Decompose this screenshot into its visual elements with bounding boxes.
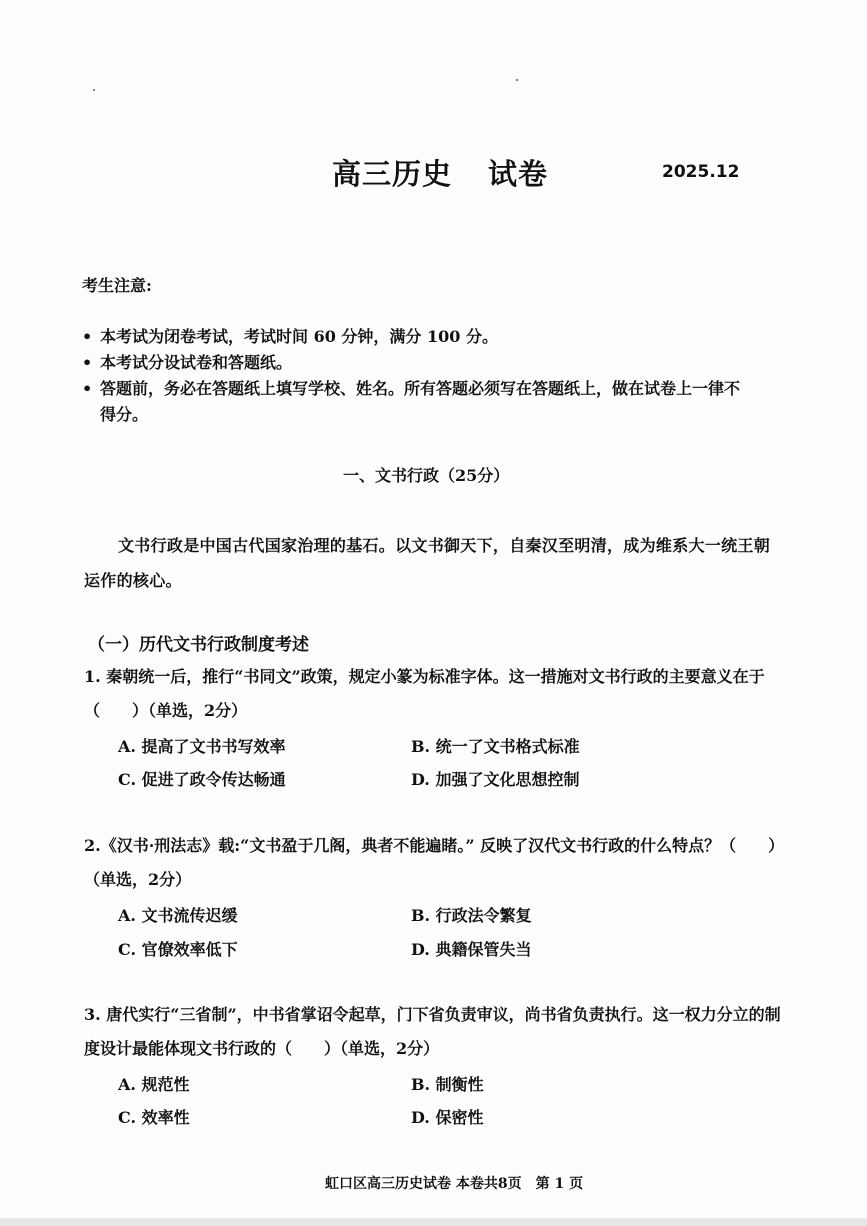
question-stem: 2.《汉书·刑法志》载:“文书盈于几阁，典者不能遍睹。” 反映了汉代文书行政的什么特点？（ ）（单选，2分） [84,836,785,889]
notice-item: • 本考试分设试卷和答题纸。 [82,353,293,372]
section-title: 一、文书行政（25分） [343,466,510,485]
option-b: B. 统一了文书格式标准 [411,737,580,756]
option-b: B. 制衡性 [411,1075,484,1094]
notice-list [82,324,782,428]
subsection-title: （一）历代文书行政制度考述 [88,635,309,655]
notice-item: • 本考试为闭卷考试，考试时间 60 分钟，满分 100 分。 [82,327,498,346]
option-b: B. 行政法令繁复 [411,906,532,925]
notice-item: • 答题前，务必在答题纸上填写学校、姓名。所有答题必须写在答题纸上，做在试卷上一律不得分。 [82,379,741,424]
question-stem: 1. 秦朝统一后，推行“书同文”政策，规定小篆为标准字体。这一措施对文书行政的主要意义在于（ ）（单选，2分） [84,667,765,720]
title-paper: 试卷 [488,157,549,191]
option-d: D. 典籍保管失当 [411,940,532,959]
option-c: C. 效率性 [118,1108,190,1127]
option-a: A. 提高了文书书写效率 [118,737,286,756]
option-c: C. 官僚效率低下 [118,940,238,959]
exam-date: 2025.12 [662,162,740,182]
scan-edge [0,1218,867,1226]
option-a: A. 规范性 [118,1075,190,1094]
page-footer: 虹口区高三历史试卷 本卷共8页 第 1 页 [325,1176,584,1192]
option-d: D. 加强了文化思想控制 [411,770,580,789]
question-stem: 3. 唐代实行“三省制”，中书省掌诏令起草，门下省负责审议，尚书省负责执行。这一权力分立的制度设计最能体现文书行政的（ ）（单选，2分） [84,1005,781,1058]
option-a: A. 文书流传迟缓 [118,906,238,925]
option-d: D. 保密性 [411,1108,484,1127]
page-title [332,152,548,193]
notice-heading: 考生注意: [82,276,152,295]
title-subject: 高三历史 [332,157,453,191]
scan-speck [516,79,518,81]
scan-speck [93,89,95,91]
section-intro: 文书行政是中国古代国家治理的基石。以文书御天下，自秦汉至明清，成为维系大一统王朝运作的核心。 [84,536,771,590]
option-c: C. 促进了政令传达畅通 [118,770,286,789]
